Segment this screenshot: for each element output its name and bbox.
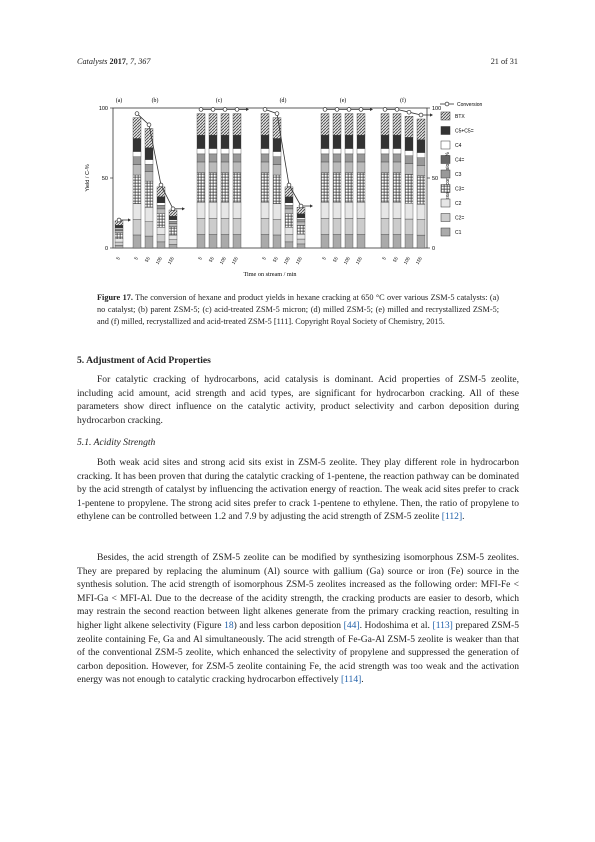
bar-segment: [169, 216, 177, 220]
bar-segment: [417, 165, 425, 175]
figure-caption: Figure 17. The conversion of hexane and product yields in hexane cracking at 650 °C over various ZSM-5 catalysts: (a) no catalyst; (b) parent ZSM-5; (c) acid-treated ZSM-5 micron; (d) milled ZSM-5; (e) milled and recrystallized ZSM-5; and (f) milled, recrystallized and acid-treated ZSM-5 [111]. Copyright Royal Society of Chemistry, 2015.: [97, 293, 499, 327]
panel-label: (b): [151, 98, 159, 104]
bar-segment: [145, 160, 153, 165]
bar-segment: [321, 173, 329, 203]
bar-segment: [333, 173, 341, 203]
bar-segment: [133, 219, 141, 235]
conversion-point: [299, 204, 303, 208]
bar-segment: [197, 235, 205, 248]
legend-swatch: [441, 199, 450, 207]
bar-segment: [261, 218, 269, 234]
bar-segment: [285, 197, 293, 203]
bar-segment: [115, 225, 123, 228]
bar-segment: [169, 220, 177, 222]
bar-segment: [393, 135, 401, 148]
conversion-point: [287, 183, 291, 187]
bar-segment: [115, 231, 123, 233]
legend-swatch: [441, 156, 450, 164]
bar-segment: [133, 138, 141, 151]
panel-label: (f): [400, 98, 406, 104]
x-tick-label: 55: [391, 256, 399, 263]
bar-segment: [405, 219, 413, 235]
bar-segment: [209, 114, 217, 136]
legend-label: C2=: [455, 215, 465, 222]
bar-segment: [333, 135, 341, 148]
bar-segment: [261, 114, 269, 136]
legend-label: C2: [455, 201, 462, 207]
bar-segment: [333, 149, 341, 154]
bar-segment: [321, 154, 329, 162]
bar-segment: [405, 164, 413, 175]
bar-segment: [417, 119, 425, 140]
bar-segment: [285, 187, 293, 197]
bar-segment: [209, 235, 217, 248]
bar-segment: [357, 218, 365, 234]
bar-segment: [321, 202, 329, 218]
bar-segment: [345, 218, 353, 234]
conversion-point: [211, 108, 215, 112]
bar-segment: [417, 204, 425, 219]
bar-segment: [145, 236, 153, 248]
bar-segment: [381, 135, 389, 148]
bar-segment: [345, 114, 353, 136]
bar-segment: [209, 154, 217, 162]
bar-segment: [233, 173, 241, 203]
bar-segment: [333, 162, 341, 173]
bar-segment: [209, 149, 217, 154]
section-paragraph-1: For catalytic cracking of hydrocarbons, acid catalysis is dominant. Acid properties of ZSM-5 zeolite, including acid amount, acid strength and acid types, are significant for hydrocarbon cracking. All of these parameters show direct influence on the catalytic activity, product selectivity and carbon deposition during hydrocarbon cracking.: [77, 374, 519, 426]
y-axis-label-left: Yield / C-%: [85, 164, 91, 192]
legend-swatch: [441, 228, 450, 236]
bar-segment: [357, 162, 365, 173]
x-axis-label: Time on stream / min: [243, 271, 297, 278]
bar-segment: [221, 235, 229, 248]
conversion-point: [235, 108, 239, 112]
subsection-paragraph-1: Both weak acid sites and strong acid sits exist in ZSM-5 zeolite. They play different role in hydrocarbon cracking. It has been proven that during the catalytic cracking of 1-pentene, the reaction pathway can be dominated by the acid strength of catalyst by influencing the activation energy of reaction. The weak acid sites prefer to crack 1-pentene to propylene. The strong acid sites prefer to crack 1-pentene to ethylene. Then, the ratio of propylene to ethylene can be controlled between 1.2 and 7.9 by adjusting the acid strength of ZSM-5 zeolite [112].: [77, 457, 519, 523]
bar-segment: [381, 202, 389, 218]
bar-segment: [145, 181, 153, 207]
bar-segment: [285, 227, 293, 234]
bar-segment: [197, 202, 205, 218]
bar-segment: [381, 162, 389, 173]
bar-segment: [333, 154, 341, 162]
bar-segment: [169, 224, 177, 227]
bar-segment: [169, 221, 177, 223]
bar-segment: [197, 218, 205, 234]
y-tick-label-left: 0: [104, 246, 108, 252]
x-tick-label: 5: [381, 256, 387, 261]
conversion-line: [385, 109, 421, 115]
conversion-line: [137, 114, 173, 209]
conversion-point: [223, 108, 227, 112]
legend-swatch: [441, 141, 450, 149]
bar-segment: [393, 149, 401, 154]
bar-segment: [145, 172, 153, 182]
legend-swatch: [441, 214, 450, 222]
bar-segment: [321, 135, 329, 148]
conversion-point: [419, 113, 423, 117]
conversion-line: [265, 109, 301, 206]
bar-segment: [233, 218, 241, 234]
bar-segment: [261, 135, 269, 148]
legend-label: C1: [455, 230, 462, 236]
bar-segment: [197, 114, 205, 136]
bar-segment: [381, 149, 389, 154]
conversion-point: [171, 207, 175, 211]
bar-segment: [393, 114, 401, 136]
x-tick-label: 105: [342, 256, 351, 266]
legend-label: C3=: [455, 186, 465, 193]
bar-segment: [221, 202, 229, 218]
bar-segment: [273, 175, 281, 204]
bar-segment: [345, 149, 353, 154]
subsection-paragraph-2: Besides, the acid strength of ZSM-5 zeolite can be modified by synthesizing isomorphous ZSM-5 zeolites. They are prepared by replacing the aluminum (Al) source with gallium (Ga) source or iron (Fe) source in the synthesis solution. The acid strength of isomorphous ZSM-5 zeolites increased as the following order: MFI-Fe < MFI-Ga < MFI-Al. Due to the decrease of the acidity strength, the cracking products are easier to desorb, which may restrain the second reaction between light alkenes generate from the primary cracking reaction, resulting in higher light alkene selectivity (Figure 18) and less carbon deposition [44]. Hodoshima et al. [113] prepared ZSM-5 zeolite containing Fe, Ga and Al simultaneously. The acid strength of Fe-Ga-Al ZSM-5 zeolite is weaker than that of the conventional ZSM-5 zeolite, which enhanced the selectivity of propylene and suppressed the generation of carbon deposition. However, for ZSM-5 zeolite containing Fe, the acid strength was too weak and the activation energy was not enough to catalytic cracking hydrocarbon effectively [114].: [77, 552, 520, 686]
bar-segment: [197, 173, 205, 203]
panel-label: (e): [339, 98, 347, 104]
bar-segment: [221, 135, 229, 148]
bar-segment: [417, 140, 425, 153]
bar-segment: [115, 233, 123, 239]
bar-segment: [115, 229, 123, 231]
bar-segment: [233, 135, 241, 148]
bar-segment: [209, 202, 217, 218]
arrow-head: [310, 204, 313, 207]
bar-segment: [381, 235, 389, 248]
bar-segment: [115, 239, 123, 242]
x-tick-label: 105: [402, 256, 411, 266]
bar-segment: [169, 235, 177, 240]
bar-segment: [297, 222, 305, 225]
bar-segment: [157, 205, 165, 209]
arrow-head: [128, 218, 131, 221]
bar-segment: [133, 204, 141, 220]
bar-segment: [157, 242, 165, 248]
bar-segment: [221, 149, 229, 154]
bar-segment: [357, 135, 365, 148]
running-header-journal: Catalysts 2017, 7, 367: [77, 57, 151, 66]
bar-segment: [169, 227, 177, 235]
bar-segment: [133, 118, 141, 139]
bar-segment: [333, 202, 341, 218]
bar-segment: [297, 225, 305, 234]
bar-segment: [357, 202, 365, 218]
x-tick-label: 155: [166, 256, 175, 266]
bar-segment: [417, 220, 425, 235]
bar-segment: [297, 219, 305, 221]
bar-segment: [333, 114, 341, 136]
bar-segment: [345, 135, 353, 148]
bar-segment: [285, 214, 293, 227]
bar-segment: [381, 173, 389, 203]
bar-segment: [261, 173, 269, 203]
bar-segment: [221, 114, 229, 136]
bar-segment: [381, 154, 389, 162]
x-tick-label: 105: [154, 256, 163, 266]
bar-segment: [115, 242, 123, 245]
citation-link[interactable]: [113]: [432, 619, 453, 631]
bar-segment: [393, 202, 401, 218]
bar-segment: [405, 116, 413, 137]
bar-segment: [321, 149, 329, 154]
bar-segment: [357, 114, 365, 136]
bar-segment: [393, 173, 401, 203]
x-tick-label: 55: [271, 256, 279, 263]
bar-segment: [297, 218, 305, 220]
bar-segment: [209, 218, 217, 234]
bar-segment: [233, 149, 241, 154]
bar-segment: [393, 218, 401, 234]
bar-segment: [115, 245, 123, 248]
y-tick-label-left: 50: [101, 176, 108, 182]
bar-segment: [145, 207, 153, 221]
bar-segment: [221, 154, 229, 162]
x-tick-label: 155: [294, 256, 303, 266]
citation-link[interactable]: [44]: [343, 619, 360, 631]
bar-segment: [273, 204, 281, 220]
y-tick-label-left: 100: [98, 106, 108, 112]
bar-segment: [357, 235, 365, 248]
y-tick-label-right: 50: [432, 176, 439, 182]
bar-segment: [357, 154, 365, 162]
bar-segment: [157, 227, 165, 234]
legend-swatch: [441, 170, 450, 178]
figure-link[interactable]: 18: [224, 619, 234, 631]
bar-segment: [233, 202, 241, 218]
bar-segment: [417, 235, 425, 248]
bar-segment: [209, 162, 217, 173]
bar-segment: [273, 165, 281, 175]
bar-segment: [297, 214, 305, 218]
legend-label: C3: [455, 172, 462, 178]
bar-segment: [133, 235, 141, 248]
legend-label: C5+C5=: [455, 128, 474, 135]
x-tick-label: 5: [261, 256, 267, 261]
bar-segment: [405, 151, 413, 156]
bar-segment: [417, 158, 425, 166]
bar-segment: [285, 242, 293, 248]
legend-swatch: [441, 112, 450, 120]
bar-segment: [345, 173, 353, 203]
bar-segment: [157, 209, 165, 214]
bar-segment: [209, 135, 217, 148]
bar-segment: [405, 203, 413, 219]
bar-segment: [405, 137, 413, 150]
panel-label: (a): [115, 98, 123, 104]
y-tick-label-right: 100: [432, 106, 442, 112]
bar-segment: [285, 203, 293, 205]
bar-segment: [221, 218, 229, 234]
bar-segment: [145, 164, 153, 171]
bar-segment: [273, 152, 281, 157]
legend-swatch: [441, 185, 450, 193]
legend-label: C4=: [455, 157, 465, 164]
panel-label: (d): [279, 98, 287, 104]
bar-segment: [417, 153, 425, 158]
bar-segment: [381, 218, 389, 234]
bar-segment: [133, 165, 141, 175]
conversion-point: [159, 183, 163, 187]
x-tick-label: 155: [414, 256, 423, 266]
bar-segment: [273, 219, 281, 235]
x-tick-label: 5: [115, 256, 121, 261]
bar-segment: [285, 235, 293, 242]
bar-segment: [273, 235, 281, 248]
bar-segment: [321, 218, 329, 234]
bar-segment: [381, 114, 389, 136]
page-number: 21 of 31: [490, 57, 518, 66]
bar-segment: [261, 149, 269, 154]
bar-segment: [297, 239, 305, 244]
bar-segment: [197, 162, 205, 173]
bar-segment: [233, 114, 241, 136]
bar-segment: [261, 154, 269, 162]
conversion-point: [147, 123, 151, 127]
bar-segment: [145, 222, 153, 236]
legend-label: Conversion: [457, 102, 483, 108]
conversion-point: [395, 108, 399, 112]
bar-segment: [261, 235, 269, 248]
bar-segment: [209, 173, 217, 203]
bar-segment: [273, 138, 281, 151]
bar-segment: [357, 173, 365, 203]
bar-segment: [345, 235, 353, 248]
bar-segment: [357, 149, 365, 154]
bar-segment: [169, 240, 177, 245]
bar-segment: [405, 156, 413, 164]
x-tick-label: 55: [331, 256, 339, 263]
bar-segment: [261, 162, 269, 173]
bar-segment: [345, 162, 353, 173]
conversion-point: [335, 108, 339, 112]
bar-segment: [157, 235, 165, 242]
bar-segment: [333, 218, 341, 234]
bar-segment: [345, 154, 353, 162]
conversion-point: [135, 112, 139, 116]
x-tick-label: 5: [133, 256, 139, 261]
conversion-point: [347, 108, 351, 112]
bar-segment: [221, 173, 229, 203]
bar-segment: [233, 162, 241, 173]
bar-segment: [297, 244, 305, 248]
panel-label: (c): [215, 98, 223, 104]
bar-segment: [321, 162, 329, 173]
legend-marker: [445, 102, 449, 106]
bar-segment: [233, 235, 241, 248]
bar-segment: [261, 202, 269, 218]
x-tick-label: 55: [143, 256, 151, 263]
bar-segment: [133, 175, 141, 204]
conversion-point: [117, 218, 121, 222]
section-title: 5. Adjustment of Acid Properties: [77, 355, 211, 366]
bar-segment: [157, 214, 165, 227]
bar-segment: [321, 235, 329, 248]
bar-segment: [197, 149, 205, 154]
bar-segment: [157, 187, 165, 197]
bar-segment: [393, 162, 401, 173]
bar-segment: [273, 157, 281, 165]
figure-17-chart: [77, 80, 519, 285]
legend-label: BTX: [455, 114, 465, 120]
bar-segment: [333, 235, 341, 248]
bar-segment: [417, 176, 425, 204]
x-tick-label: 5: [197, 256, 203, 261]
conversion-point: [275, 112, 279, 116]
arrow-head: [430, 113, 433, 116]
x-tick-label: 5: [321, 256, 327, 261]
citation-link[interactable]: [114]: [340, 674, 362, 686]
bar-segment: [133, 152, 141, 157]
bar-segment: [285, 205, 293, 209]
bar-segment: [133, 157, 141, 165]
bar-segment: [145, 148, 153, 160]
x-tick-label: 55: [207, 256, 215, 263]
bar-segment: [221, 162, 229, 173]
conversion-point: [359, 108, 363, 112]
conversion-point: [199, 108, 203, 112]
conversion-point: [323, 108, 327, 112]
x-tick-label: 105: [282, 256, 291, 266]
bar-segment: [169, 244, 177, 248]
bar-segment: [157, 197, 165, 203]
conversion-point: [407, 110, 411, 114]
legend-label: C4: [455, 143, 462, 149]
conversion-point: [383, 108, 387, 112]
bar-segment: [405, 174, 413, 203]
arrow-head: [182, 207, 185, 210]
y-tick-label-right: 0: [432, 246, 436, 252]
citation-link[interactable]: [112]: [441, 511, 463, 523]
subsection-title: 5.1. Acidity Strength: [77, 437, 156, 448]
bar-segment: [297, 234, 305, 239]
bar-segment: [233, 154, 241, 162]
bar-segment: [321, 114, 329, 136]
bar-segment: [405, 235, 413, 248]
bar-segment: [345, 202, 353, 218]
x-tick-label: 105: [218, 256, 227, 266]
bar-segment: [393, 235, 401, 248]
bar-segment: [393, 154, 401, 162]
x-tick-label: 155: [230, 256, 239, 266]
bar-segment: [285, 209, 293, 214]
conversion-point: [263, 108, 267, 112]
bar-segment: [197, 135, 205, 148]
x-tick-label: 155: [354, 256, 363, 266]
legend-swatch: [441, 127, 450, 135]
bar-segment: [197, 154, 205, 162]
bar-segment: [157, 203, 165, 205]
